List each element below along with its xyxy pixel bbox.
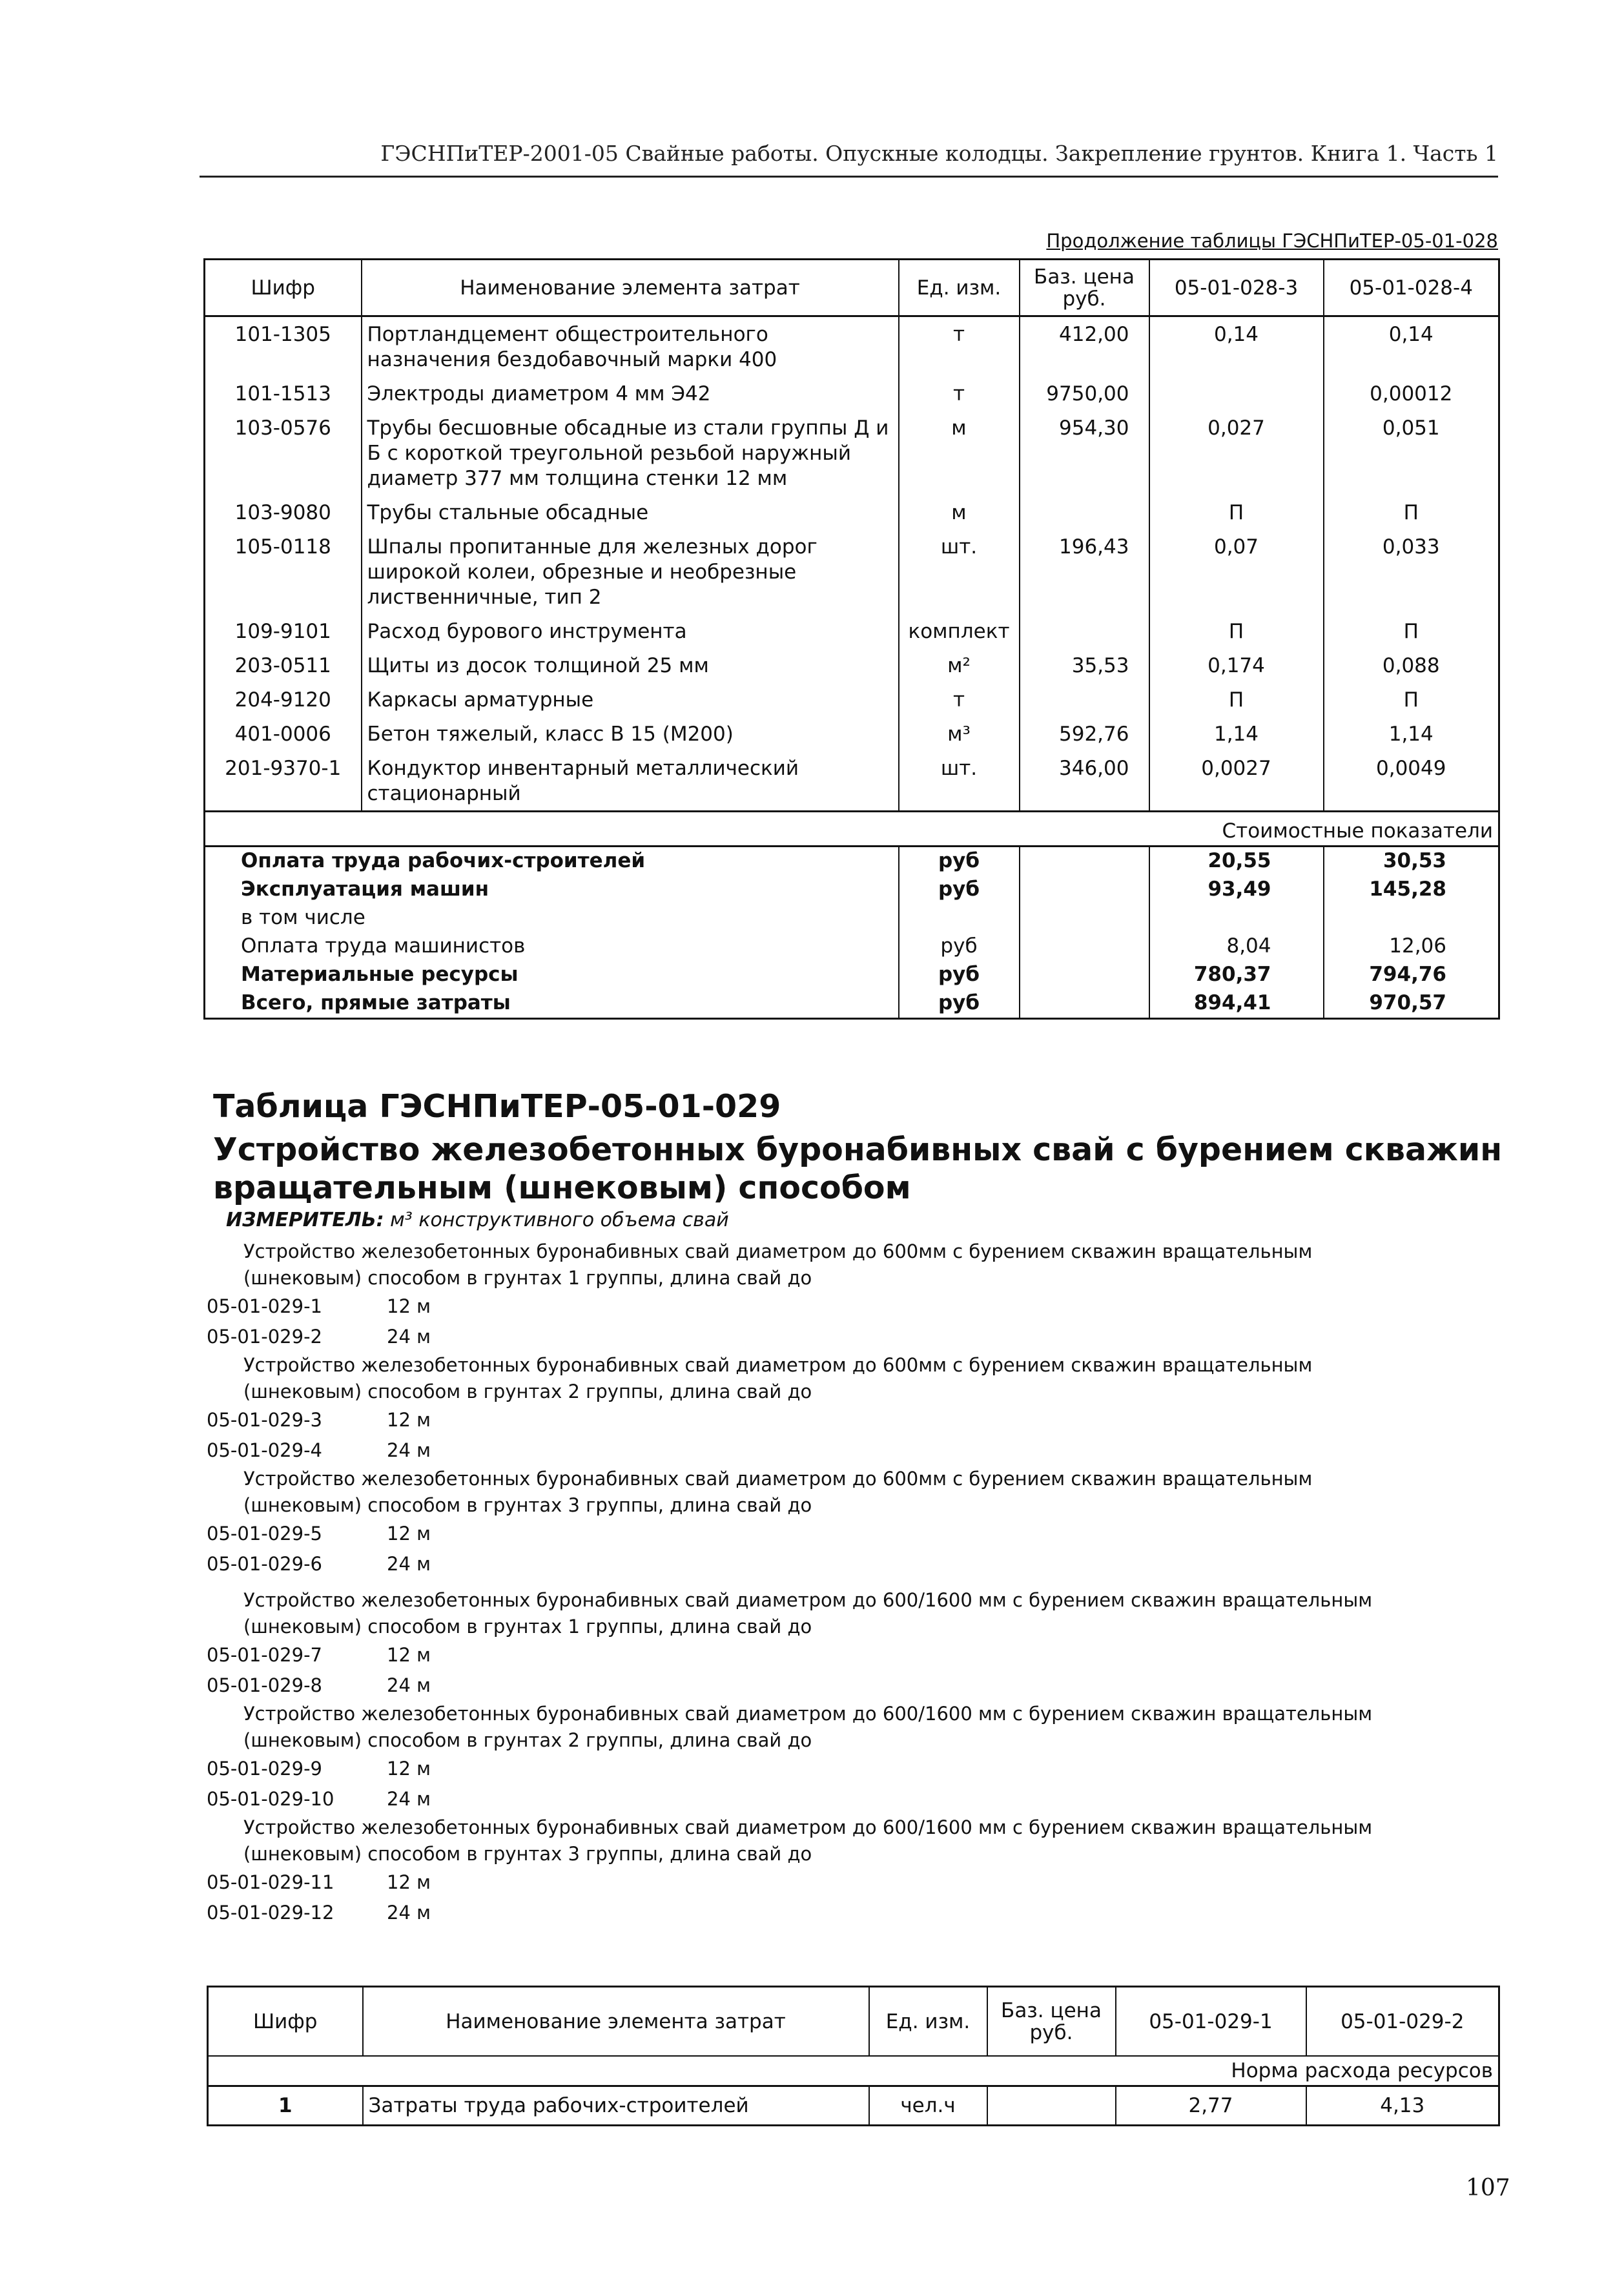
cell-unit: т [899, 683, 1020, 717]
work-descriptions [207, 1238, 1498, 1928]
page-number: 107 [1466, 2175, 1510, 2201]
work-description-line: (шнековым) способом в грунтах 2 группы, длина свай до [243, 1729, 812, 1751]
cell-code: 103-9080 [205, 495, 362, 529]
col-header-name: Наименование элемента затрат [363, 1987, 869, 2057]
work-code-row [207, 1784, 1498, 1814]
cell-base-price [1020, 614, 1149, 648]
summary-base-price [1020, 989, 1149, 1019]
col-header-base-price: Баз. цена руб. [1020, 260, 1149, 316]
col-header-code: Шифр [205, 260, 362, 316]
summary-value-2: 12,06 [1324, 932, 1499, 961]
pile-length: 12 м [387, 1409, 431, 1431]
cell-code: 1 [208, 2086, 363, 2126]
cell-base-price [987, 2086, 1116, 2126]
pile-length: 24 м [387, 1902, 431, 1924]
summary-value-1: 93,49 [1149, 876, 1324, 904]
table-continuation-caption: Продолжение таблицы ГЭСНПиТЕР-05-01-028 [1046, 230, 1498, 252]
cell-base-price: 954,30 [1020, 411, 1149, 495]
table-row [208, 2086, 1499, 2126]
col-header-norm-1: 05-01-028-3 [1149, 260, 1324, 316]
work-code: 05-01-029-8 [207, 1674, 322, 1696]
section-title-line-2: вращательным (шнековым) способом [213, 1169, 911, 1206]
table-row [205, 376, 1499, 411]
cell-code: 204-9120 [205, 683, 362, 717]
summary-value-1: 780,37 [1149, 961, 1324, 989]
work-code-row [207, 1670, 1498, 1701]
cell-unit: шт. [899, 529, 1020, 614]
cell-code: 401-0006 [205, 717, 362, 751]
cell-norm-1: 1,14 [1149, 717, 1324, 751]
summary-label: Эксплуатация машин [205, 876, 899, 904]
pile-length: 12 м [387, 1295, 431, 1317]
col-header-base-price: Баз. цена руб. [987, 1987, 1116, 2057]
cost-indicators-row [205, 812, 1499, 847]
table-row [205, 683, 1499, 717]
resource-table-029 [207, 1986, 1500, 2126]
work-code: 05-01-029-10 [207, 1788, 334, 1810]
work-description-line: (шнековым) способом в грунтах 3 группы, длина свай до [243, 1494, 812, 1516]
work-code: 05-01-029-12 [207, 1902, 334, 1924]
work-code-row [207, 1898, 1498, 1928]
cell-base-price: 412,00 [1020, 316, 1149, 377]
cell-norm-1: 0,14 [1149, 316, 1324, 377]
summary-label: Оплата труда рабочих-строителей [205, 847, 899, 876]
cell-name: Каркасы арматурные [362, 683, 899, 717]
cell-norm-2: 0,033 [1324, 529, 1499, 614]
cell-norm-1: П [1149, 614, 1324, 648]
work-description-line: Устройство железобетонных буронабивных свай диаметром до 600/1600 мм с бурением скважин вращательным [243, 1589, 1373, 1611]
resource-table-028 [203, 258, 1500, 1020]
summary-value-2: 794,76 [1324, 961, 1499, 989]
summary-unit: руб [899, 989, 1020, 1019]
work-group [207, 1238, 1498, 1352]
summary-label: Оплата труда машинистов [205, 932, 899, 961]
summary-value-1: 894,41 [1149, 989, 1324, 1019]
summary-unit: руб [899, 847, 1020, 876]
cell-norm-2: 0,051 [1324, 411, 1499, 495]
table-row [205, 495, 1499, 529]
work-code-row [207, 1322, 1498, 1352]
work-code-row [207, 1435, 1498, 1466]
col-header-unit: Ед. изм. [869, 1987, 987, 2057]
norm-row [208, 2056, 1499, 2086]
col-header-code: Шифр [208, 1987, 363, 2057]
work-code: 05-01-029-11 [207, 1871, 334, 1893]
work-code-row [207, 1754, 1498, 1784]
pile-length: 24 м [387, 1326, 431, 1348]
pile-length: 24 м [387, 1788, 431, 1810]
section-title-line-1: Устройство железобетонных буронабивных свай с бурением скважин [213, 1131, 1503, 1168]
pile-length: 12 м [387, 1523, 431, 1545]
cell-base-price: 9750,00 [1020, 376, 1149, 411]
summary-unit [899, 904, 1020, 932]
cell-norm-1: П [1149, 495, 1324, 529]
pile-length: 24 м [387, 1553, 431, 1575]
work-description-line: (шнековым) способом в грунтах 3 группы, длина свай до [243, 1843, 812, 1865]
work-code-row [207, 1640, 1498, 1670]
col-header-norm-2: 05-01-028-4 [1324, 260, 1499, 316]
cell-norm-2: 0,14 [1324, 316, 1499, 377]
cell-base-price: 346,00 [1020, 751, 1149, 812]
table-row [205, 529, 1499, 614]
table-row [205, 717, 1499, 751]
summary-value-2: 145,28 [1324, 876, 1499, 904]
cell-base-price [1020, 495, 1149, 529]
norm-label: Норма расхода ресурсов [208, 2056, 1499, 2086]
cell-name: Щиты из досок толщиной 25 мм [362, 648, 899, 683]
cell-unit: т [899, 316, 1020, 377]
summary-row [205, 847, 1499, 876]
cell-norm-1: 2,77 [1116, 2086, 1306, 2126]
table-header-row [205, 260, 1499, 316]
work-description-line: Устройство железобетонных буронабивных свай диаметром до 600/1600 мм с бурением скважин вращательным [243, 1816, 1373, 1838]
cell-unit: т [899, 376, 1020, 411]
work-group [207, 1814, 1498, 1928]
summary-value-1 [1149, 904, 1324, 932]
work-code: 05-01-029-3 [207, 1409, 322, 1431]
summary-base-price [1020, 876, 1149, 904]
summary-row [205, 989, 1499, 1019]
table-header-row [208, 1987, 1499, 2057]
work-code: 05-01-029-6 [207, 1553, 322, 1575]
work-description-line: (шнековым) способом в грунтах 2 группы, длина свай до [243, 1381, 812, 1402]
work-code: 05-01-029-7 [207, 1644, 322, 1666]
measure-text: м³ конструктивного объема свай [390, 1209, 729, 1231]
cell-base-price: 196,43 [1020, 529, 1149, 614]
cost-indicators-label: Стоимостные показатели [205, 812, 1499, 847]
cell-base-price [1020, 683, 1149, 717]
work-code-row [207, 1519, 1498, 1549]
pile-length: 12 м [387, 1758, 431, 1780]
summary-base-price [1020, 961, 1149, 989]
summary-row [205, 961, 1499, 989]
pile-length: 24 м [387, 1439, 431, 1461]
table-row [205, 316, 1499, 377]
work-group [207, 1466, 1498, 1579]
cell-norm-2: П [1324, 495, 1499, 529]
cell-norm-2: П [1324, 614, 1499, 648]
table-row [205, 411, 1499, 495]
work-code-row [207, 1867, 1498, 1898]
cell-name: Трубы стальные обсадные [362, 495, 899, 529]
table-title: Таблица ГЭСНПиТЕР-05-01-029 [213, 1088, 781, 1125]
cell-unit: чел.ч [869, 2086, 987, 2126]
work-group [207, 1587, 1498, 1701]
summary-value-1: 8,04 [1149, 932, 1324, 961]
summary-row [205, 876, 1499, 904]
cell-norm-2: 0,088 [1324, 648, 1499, 683]
cell-name: Расход бурового инструмента [362, 614, 899, 648]
work-group [207, 1352, 1498, 1466]
summary-label: в том числе [205, 904, 899, 932]
cell-code: 105-0118 [205, 529, 362, 614]
cell-code: 203-0511 [205, 648, 362, 683]
work-code: 05-01-029-4 [207, 1439, 322, 1461]
pile-length: 24 м [387, 1674, 431, 1696]
col-header-norm-1: 05-01-029-1 [1116, 1987, 1306, 2057]
header-divider [200, 176, 1498, 178]
cell-unit: м [899, 495, 1020, 529]
summary-unit: руб [899, 876, 1020, 904]
cell-name: Затраты труда рабочих-строителей [363, 2086, 869, 2126]
cell-norm-1: 0,027 [1149, 411, 1324, 495]
work-description-line: (шнековым) способом в грунтах 1 группы, длина свай до [243, 1267, 812, 1289]
pile-length: 12 м [387, 1644, 431, 1666]
running-header: ГЭСНПиТЕР-2001-05 Свайные работы. Опускные колодцы. Закрепление грунтов. Книга 1. Часть 1 [380, 141, 1498, 166]
cell-norm-2: П [1324, 683, 1499, 717]
cell-code: 201-9370-1 [205, 751, 362, 812]
work-code-row [207, 1549, 1498, 1579]
col-header-unit: Ед. изм. [899, 260, 1020, 316]
work-group [207, 1701, 1498, 1814]
cell-unit: шт. [899, 751, 1020, 812]
cell-unit: м² [899, 648, 1020, 683]
measure-unit [226, 1209, 729, 1231]
cell-norm-1: 0,0027 [1149, 751, 1324, 812]
summary-value-1: 20,55 [1149, 847, 1324, 876]
table-row [205, 648, 1499, 683]
measure-label: ИЗМЕРИТЕЛЬ: [226, 1209, 384, 1231]
summary-row [205, 904, 1499, 932]
cell-name: Портландцемент общестроительного назначения бездобавочный марки 400 [362, 316, 899, 377]
cell-norm-2: 1,14 [1324, 717, 1499, 751]
cell-name: Электроды диаметром 4 мм Э42 [362, 376, 899, 411]
cell-norm-1: 0,07 [1149, 529, 1324, 614]
col-header-norm-2: 05-01-029-2 [1306, 1987, 1499, 2057]
summary-label: Материальные ресурсы [205, 961, 899, 989]
cell-name: Трубы бесшовные обсадные из стали группы Д и Б с короткой треугольной резьбой наружный диаметр 377 мм толщина стенки 12 мм [362, 411, 899, 495]
cell-base-price: 592,76 [1020, 717, 1149, 751]
summary-label: Всего, прямые затраты [205, 989, 899, 1019]
work-code: 05-01-029-1 [207, 1295, 322, 1317]
cell-norm-1: 0,174 [1149, 648, 1324, 683]
cell-code: 109-9101 [205, 614, 362, 648]
table-row [205, 751, 1499, 812]
cell-norm-2: 0,00012 [1324, 376, 1499, 411]
cell-name: Кондуктор инвентарный металлический стационарный [362, 751, 899, 812]
summary-base-price [1020, 932, 1149, 961]
cell-norm-1: П [1149, 683, 1324, 717]
cell-unit: м [899, 411, 1020, 495]
work-description-line: (шнековым) способом в грунтах 1 группы, длина свай до [243, 1616, 812, 1638]
summary-value-2: 30,53 [1324, 847, 1499, 876]
work-description-line: Устройство железобетонных буронабивных свай диаметром до 600мм с бурением скважин вращательным [243, 1468, 1313, 1490]
col-header-name: Наименование элемента затрат [362, 260, 899, 316]
work-code-row [207, 1291, 1498, 1322]
summary-value-2 [1324, 904, 1499, 932]
work-description-line: Устройство железобетонных буронабивных свай диаметром до 600мм с бурением скважин вращательным [243, 1354, 1313, 1376]
cell-norm-1 [1149, 376, 1324, 411]
cell-norm-2: 0,0049 [1324, 751, 1499, 812]
table-row [205, 614, 1499, 648]
cell-unit: комплект [899, 614, 1020, 648]
work-code: 05-01-029-2 [207, 1326, 322, 1348]
cell-base-price: 35,53 [1020, 648, 1149, 683]
cell-name: Шпалы пропитанные для железных дорог широкой колеи, обрезные и необрезные лиственничные, тип 2 [362, 529, 899, 614]
cell-code: 101-1513 [205, 376, 362, 411]
cell-name: Бетон тяжелый, класс В 15 (М200) [362, 717, 899, 751]
cell-norm-2: 4,13 [1306, 2086, 1499, 2126]
summary-unit: руб [899, 932, 1020, 961]
work-description-line: Устройство железобетонных буронабивных свай диаметром до 600/1600 мм с бурением скважин вращательным [243, 1703, 1373, 1725]
work-code: 05-01-029-9 [207, 1758, 322, 1780]
work-code: 05-01-029-5 [207, 1523, 322, 1545]
summary-unit: руб [899, 961, 1020, 989]
summary-row [205, 932, 1499, 961]
summary-base-price [1020, 847, 1149, 876]
work-description-line: Устройство железобетонных буронабивных свай диаметром до 600мм с бурением скважин вращательным [243, 1240, 1313, 1262]
cell-code: 101-1305 [205, 316, 362, 377]
summary-value-2: 970,57 [1324, 989, 1499, 1019]
cell-unit: м³ [899, 717, 1020, 751]
work-code-row [207, 1405, 1498, 1435]
summary-base-price [1020, 904, 1149, 932]
cell-code: 103-0576 [205, 411, 362, 495]
pile-length: 12 м [387, 1871, 431, 1893]
